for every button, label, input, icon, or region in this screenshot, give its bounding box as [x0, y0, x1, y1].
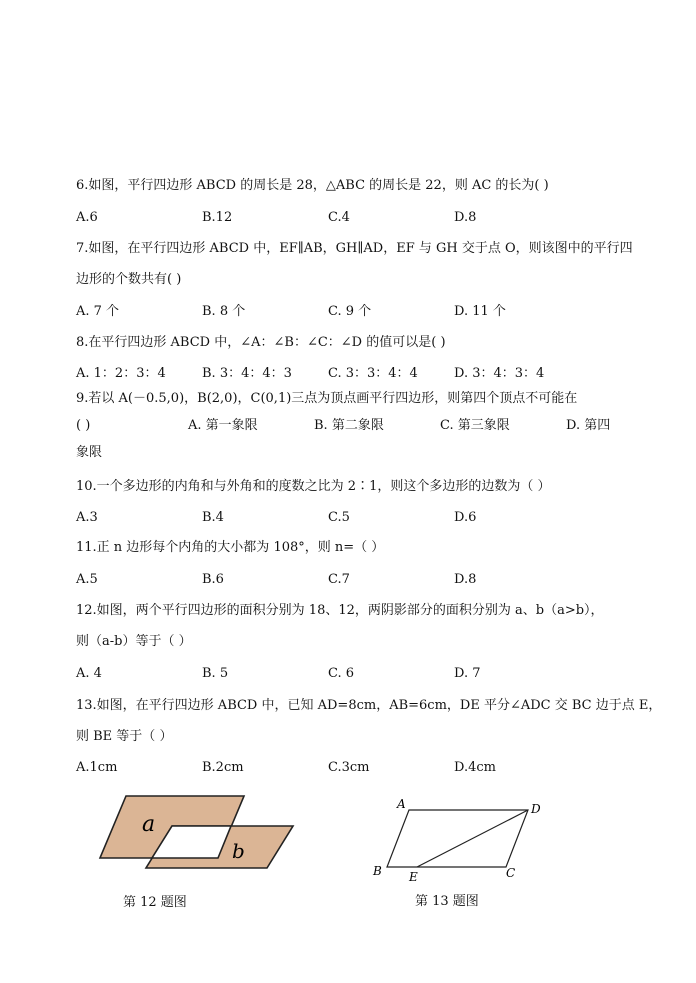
- q9-option-d: D. 第四: [566, 418, 611, 433]
- q11-options: [76, 571, 636, 589]
- q11-stem: 11.正 n 边形每个内角的大小都为 108°，则 n=（ ）: [76, 540, 385, 555]
- fig13-segment-de: [417, 810, 528, 867]
- q9-options: [76, 417, 636, 435]
- figure-13: [365, 795, 555, 885]
- q10-option-c: C.5: [328, 510, 350, 525]
- fig13-caption: 第 13 题图: [415, 894, 479, 909]
- fig13-label-b: B: [373, 864, 382, 878]
- q12-option-d: D. 7: [454, 666, 481, 681]
- q7-option-c: C. 9 个: [328, 304, 372, 319]
- fig13-label-e: E: [409, 870, 418, 884]
- q8-stem: 8.在平行四边形 ABCD 中，∠A：∠B：∠C：∠D 的值可以是( ): [76, 335, 446, 350]
- q7-stem-line2: 边形的个数共有( ): [76, 272, 182, 287]
- fig13-parallelogram: [387, 810, 528, 867]
- q13-option-b: B.2cm: [202, 760, 244, 775]
- q8-option-b: B. 3：4：4：3: [202, 366, 292, 381]
- q11-option-c: C.7: [328, 572, 350, 587]
- q13-option-c: C.3cm: [328, 760, 370, 775]
- q12-options: [76, 665, 636, 683]
- q9-option-b: B. 第二象限: [314, 418, 384, 433]
- q13-stem-line1: 13.如图，在平行四边形 ABCD 中，已知 AD=8cm，AB=6cm，DE 平分∠ADC 交 BC 边于点 E，: [76, 698, 662, 713]
- q11-option-b: B.6: [202, 572, 224, 587]
- fig12-caption: 第 12 题图: [123, 895, 187, 910]
- q11-option-d: D.8: [454, 572, 477, 587]
- q10-option-a: A.3: [76, 510, 98, 525]
- q9-stem: 9.若以 A(－0.5,0)，B(2,0)，C(0,1)三点为顶点画平行四边形，则第四个顶点不可能在: [76, 391, 578, 406]
- q9-option-a: A. 第一象限: [188, 418, 258, 433]
- fig13-label-a: A: [397, 797, 406, 811]
- fig13-label-d: D: [531, 802, 541, 816]
- q11-option-a: A.5: [76, 572, 98, 587]
- figure-12: [90, 788, 305, 873]
- fig12-label-b: b: [232, 839, 245, 863]
- q9-paren: ( ): [76, 418, 91, 433]
- q8-option-c: C. 3：3：4：4: [328, 366, 418, 381]
- q8-options: [76, 365, 636, 383]
- q7-option-a: A. 7 个: [76, 304, 120, 319]
- q6-stem: 6.如图，平行四边形 ABCD 的周长是 28，△ABC 的周长是 22，则 AC 的长为( ): [76, 178, 549, 193]
- q12-option-a: A. 4: [76, 666, 102, 681]
- q12-option-b: B. 5: [202, 666, 229, 681]
- q6-option-a: A.6: [76, 210, 98, 225]
- q10-option-b: B.4: [202, 510, 224, 525]
- q12-stem-line2: 则（a-b）等于（ ）: [76, 634, 192, 649]
- q13-stem-line2: 则 BE 等于（ ）: [76, 729, 173, 744]
- q10-option-d: D.6: [454, 510, 477, 525]
- q6-option-d: D.8: [454, 210, 477, 225]
- q12-option-c: C. 6: [328, 666, 355, 681]
- q13-option-a: A.1cm: [76, 760, 118, 775]
- q7-option-b: B. 8 个: [202, 304, 246, 319]
- q7-option-d: D. 11 个: [454, 304, 506, 319]
- q9-option-c: C. 第三象限: [440, 418, 510, 433]
- fig12-label-a: a: [142, 812, 156, 837]
- q10-options: [76, 509, 636, 527]
- q6-option-b: B.12: [202, 210, 233, 225]
- q12-stem-line1: 12.如图，两个平行四边形的面积分别为 18、12，两阴影部分的面积分别为 a、b（a>b），: [76, 603, 604, 618]
- q13-option-d: D.4cm: [454, 760, 496, 775]
- fig13-label-c: C: [506, 866, 516, 880]
- q6-option-c: C.4: [328, 210, 350, 225]
- q10-stem: 10.一个多边形的内角和与外角和的度数之比为 2∶1，则这个多边形的边数为（ ）: [76, 479, 551, 494]
- q6-options: [76, 209, 636, 227]
- q13-options: [76, 759, 636, 777]
- q9-wrap: 象限: [76, 445, 103, 460]
- q8-option-a: A. 1：2：3：4: [76, 366, 166, 381]
- q8-option-d: D. 3：4：3：4: [454, 366, 545, 381]
- q7-stem-line1: 7.如图，在平行四边形 ABCD 中，EF∥AB，GH∥AD，EF 与 GH 交于点 O，则该图中的平行四: [76, 241, 633, 256]
- q7-options: [76, 303, 636, 321]
